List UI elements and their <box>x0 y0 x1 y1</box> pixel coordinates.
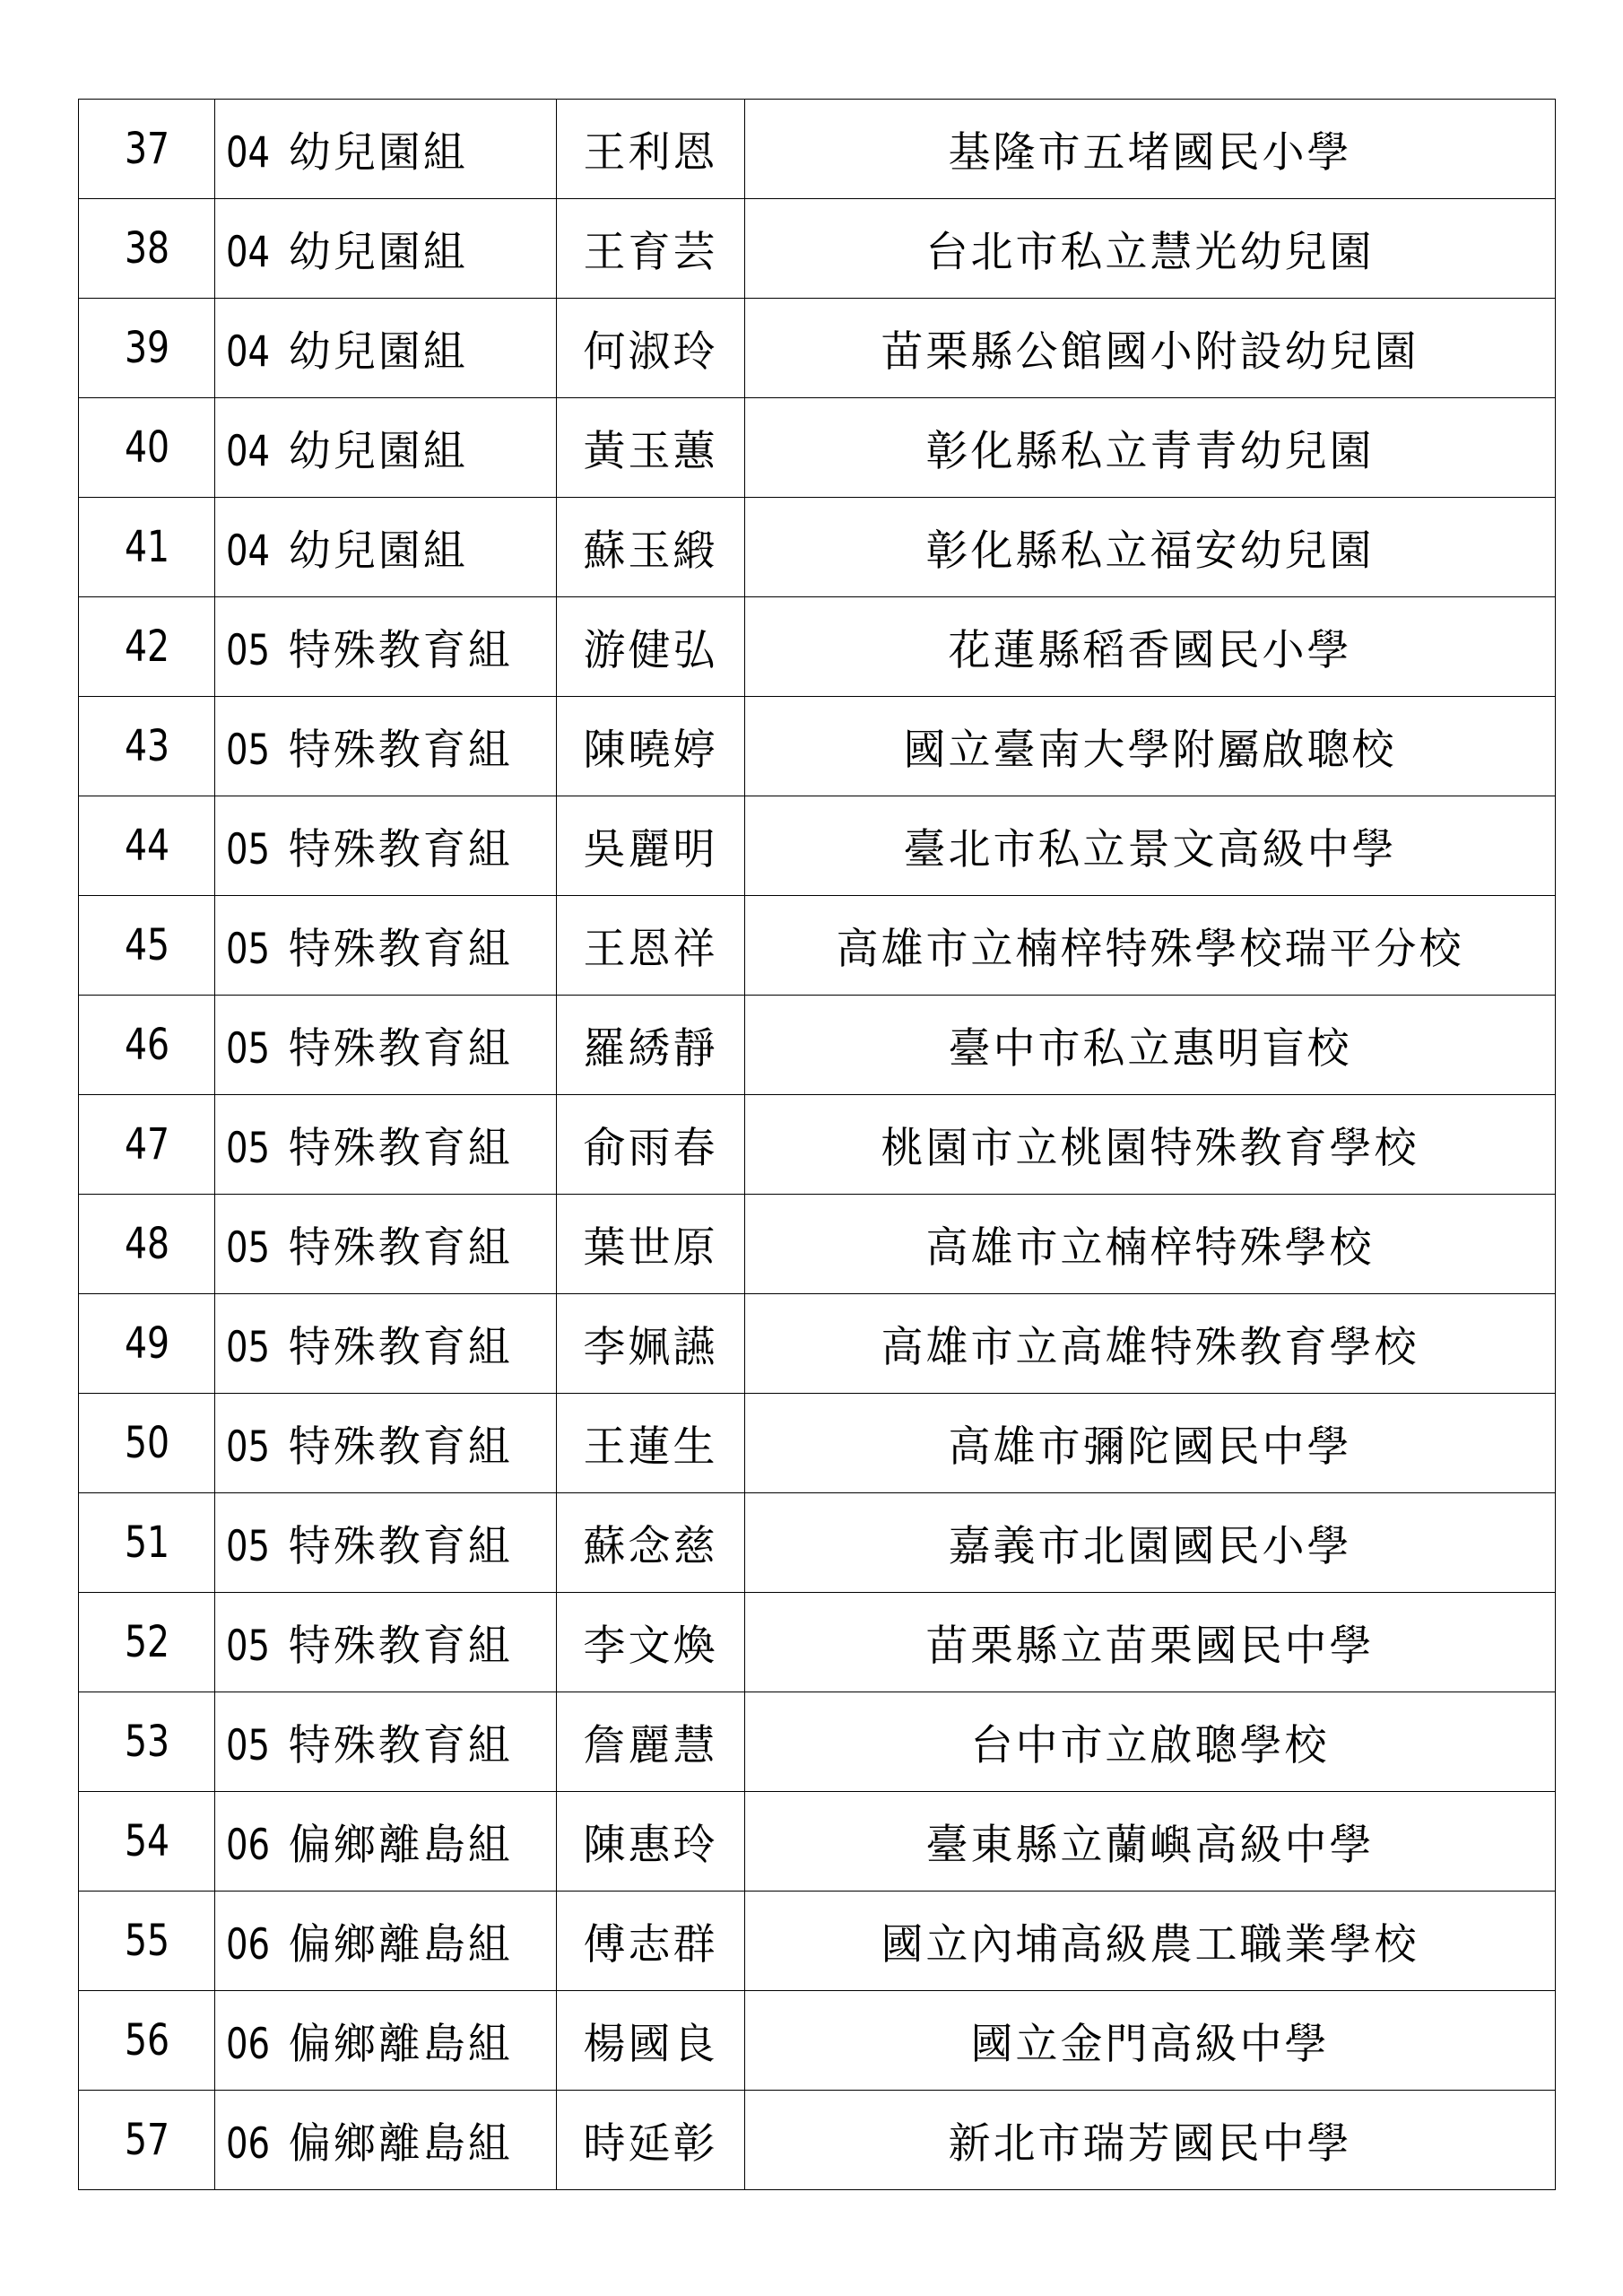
table-row <box>79 996 1556 1095</box>
row-number-cell: 51 <box>91 1493 203 1593</box>
school-name-cell: 國立臺南大學附屬啟聰校 <box>745 697 1556 796</box>
row-number-cell: 57 <box>91 2091 203 2190</box>
row-number-cell: 41 <box>91 498 203 597</box>
person-name-cell: 陳曉婷 <box>557 697 745 796</box>
awardee-table-body <box>79 100 1556 2190</box>
person-name-cell: 王蓮生 <box>557 1394 745 1493</box>
row-number-cell: 45 <box>91 896 203 996</box>
category-cell <box>215 498 557 597</box>
table-row <box>79 697 1556 796</box>
category-code: 06 <box>226 2118 271 2169</box>
category-code: 05 <box>226 1521 271 1571</box>
table-row <box>79 1294 1556 1394</box>
person-name-cell: 王恩祥 <box>557 896 745 996</box>
category-cell <box>215 1195 557 1294</box>
table-row <box>79 796 1556 896</box>
category-label: 特殊教育組 <box>288 1322 513 1372</box>
table-row <box>79 2091 1556 2190</box>
category-code: 05 <box>226 924 271 974</box>
person-name-cell: 王利恩 <box>557 100 745 199</box>
category-label: 特殊教育組 <box>288 1621 513 1671</box>
category-cell <box>215 1692 557 1792</box>
table-row <box>79 1892 1556 1991</box>
table-row <box>79 1493 1556 1593</box>
row-number-cell: 44 <box>91 796 203 896</box>
school-name-cell: 彰化縣私立福安幼兒園 <box>745 498 1556 597</box>
category-cell <box>215 896 557 996</box>
category-label: 特殊教育組 <box>288 1222 513 1273</box>
category-cell <box>215 796 557 896</box>
category-code: 05 <box>226 1023 271 1074</box>
school-name-cell: 高雄市立楠梓特殊學校瑞平分校 <box>745 896 1556 996</box>
table-row <box>79 896 1556 996</box>
category-code: 05 <box>226 1720 271 1770</box>
category-label: 特殊教育組 <box>288 725 513 775</box>
person-name-cell: 黃玉蕙 <box>557 398 745 498</box>
table-row <box>79 299 1556 398</box>
category-cell <box>215 100 557 199</box>
school-name-cell: 桃園市立桃園特殊教育學校 <box>745 1095 1556 1195</box>
school-name-cell: 高雄市立楠梓特殊學校 <box>745 1195 1556 1294</box>
table-row <box>79 199 1556 299</box>
category-cell <box>215 697 557 796</box>
category-label: 特殊教育組 <box>288 1521 513 1571</box>
table-row <box>79 1792 1556 1892</box>
row-number-cell: 38 <box>91 199 203 299</box>
category-code: 06 <box>226 2019 271 2069</box>
row-number-cell: 39 <box>91 299 203 398</box>
table-row <box>79 398 1556 498</box>
table-row <box>79 1991 1556 2091</box>
table-row <box>79 597 1556 697</box>
category-code: 05 <box>226 625 271 675</box>
table-row <box>79 1593 1556 1692</box>
category-code: 04 <box>226 227 271 277</box>
category-label: 特殊教育組 <box>288 1023 513 1074</box>
category-label: 特殊教育組 <box>288 924 513 974</box>
row-number-cell: 42 <box>91 597 203 697</box>
school-name-cell: 彰化縣私立青青幼兒園 <box>745 398 1556 498</box>
table-row <box>79 100 1556 199</box>
school-name-cell: 台中市立啟聰學校 <box>745 1692 1556 1792</box>
person-name-cell: 李姵讌 <box>557 1294 745 1394</box>
school-name-cell: 花蓮縣稻香國民小學 <box>745 597 1556 697</box>
person-name-cell: 俞雨春 <box>557 1095 745 1195</box>
school-name-cell: 苗栗縣公館國小附設幼兒園 <box>745 299 1556 398</box>
person-name-cell: 王育芸 <box>557 199 745 299</box>
row-number-cell: 37 <box>91 100 203 199</box>
person-name-cell: 陳惠玲 <box>557 1792 745 1892</box>
category-code: 04 <box>226 127 271 178</box>
category-cell <box>215 597 557 697</box>
person-name-cell: 楊國良 <box>557 1991 745 2091</box>
row-number-cell: 52 <box>91 1593 203 1692</box>
school-name-cell: 國立內埔高級農工職業學校 <box>745 1892 1556 1991</box>
category-label: 幼兒園組 <box>288 127 468 178</box>
table-row <box>79 1095 1556 1195</box>
category-label: 特殊教育組 <box>288 625 513 675</box>
person-name-cell: 游健弘 <box>557 597 745 697</box>
category-label: 特殊教育組 <box>288 1422 513 1472</box>
school-name-cell: 高雄市彌陀國民中學 <box>745 1394 1556 1493</box>
row-number-cell: 40 <box>91 398 203 498</box>
category-label: 特殊教育組 <box>288 1720 513 1770</box>
school-name-cell: 苗栗縣立苗栗國民中學 <box>745 1593 1556 1692</box>
person-name-cell: 羅綉靜 <box>557 996 745 1095</box>
category-cell <box>215 996 557 1095</box>
category-code: 04 <box>226 426 271 476</box>
school-name-cell: 國立金門高級中學 <box>745 1991 1556 2091</box>
row-number-cell: 55 <box>91 1892 203 1991</box>
table-row <box>79 1195 1556 1294</box>
category-label: 幼兒園組 <box>288 526 468 576</box>
school-name-cell: 高雄市立高雄特殊教育學校 <box>745 1294 1556 1394</box>
school-name-cell: 臺北市私立景文高級中學 <box>745 796 1556 896</box>
row-number-cell: 47 <box>91 1095 203 1195</box>
category-code: 05 <box>226 1621 271 1671</box>
row-number-cell: 54 <box>91 1792 203 1892</box>
category-cell <box>215 1892 557 1991</box>
category-code: 05 <box>226 1422 271 1472</box>
person-name-cell: 傅志群 <box>557 1892 745 1991</box>
row-number-cell: 48 <box>91 1195 203 1294</box>
table-row <box>79 498 1556 597</box>
category-cell <box>215 1394 557 1493</box>
category-label: 偏鄉離島組 <box>288 2019 513 2069</box>
school-name-cell: 新北市瑞芳國民中學 <box>745 2091 1556 2190</box>
school-name-cell: 台北市私立慧光幼兒園 <box>745 199 1556 299</box>
category-cell <box>215 2091 557 2190</box>
person-name-cell: 蘇念慈 <box>557 1493 745 1593</box>
person-name-cell: 蘇玉緞 <box>557 498 745 597</box>
person-name-cell: 李文煥 <box>557 1593 745 1692</box>
category-cell <box>215 1991 557 2091</box>
category-code: 06 <box>226 1919 271 1970</box>
category-code: 04 <box>226 326 271 377</box>
category-code: 05 <box>226 1123 271 1173</box>
category-label: 偏鄉離島組 <box>288 1919 513 1970</box>
category-cell <box>215 199 557 299</box>
category-cell <box>215 1095 557 1195</box>
school-name-cell: 臺東縣立蘭嶼高級中學 <box>745 1792 1556 1892</box>
category-label: 幼兒園組 <box>288 326 468 377</box>
person-name-cell: 詹麗慧 <box>557 1692 745 1792</box>
row-number-cell: 56 <box>91 1991 203 2091</box>
row-number-cell: 49 <box>91 1294 203 1394</box>
category-cell <box>215 1493 557 1593</box>
row-number-cell: 53 <box>91 1692 203 1792</box>
person-name-cell: 時延彰 <box>557 2091 745 2190</box>
category-cell <box>215 398 557 498</box>
person-name-cell: 吳麗明 <box>557 796 745 896</box>
school-name-cell: 嘉義市北園國民小學 <box>745 1493 1556 1593</box>
awardee-table <box>78 99 1556 2190</box>
category-label: 特殊教育組 <box>288 824 513 874</box>
category-code: 05 <box>226 1322 271 1372</box>
category-label: 特殊教育組 <box>288 1123 513 1173</box>
category-code: 05 <box>226 1222 271 1273</box>
category-label: 幼兒園組 <box>288 426 468 476</box>
row-number-cell: 43 <box>91 697 203 796</box>
category-cell <box>215 1294 557 1394</box>
category-code: 05 <box>226 725 271 775</box>
school-name-cell: 臺中市私立惠明盲校 <box>745 996 1556 1095</box>
category-code: 05 <box>226 824 271 874</box>
category-cell <box>215 1792 557 1892</box>
category-cell <box>215 299 557 398</box>
category-label: 偏鄉離島組 <box>288 2118 513 2169</box>
school-name-cell: 基隆市五堵國民小學 <box>745 100 1556 199</box>
person-name-cell: 何淑玲 <box>557 299 745 398</box>
row-number-cell: 50 <box>91 1394 203 1493</box>
category-cell <box>215 1593 557 1692</box>
person-name-cell: 葉世原 <box>557 1195 745 1294</box>
row-number-cell: 46 <box>91 996 203 1095</box>
table-row <box>79 1394 1556 1493</box>
category-code: 04 <box>226 526 271 576</box>
category-label: 偏鄉離島組 <box>288 1820 513 1870</box>
table-row <box>79 1692 1556 1792</box>
category-label: 幼兒園組 <box>288 227 468 277</box>
category-code: 06 <box>226 1820 271 1870</box>
